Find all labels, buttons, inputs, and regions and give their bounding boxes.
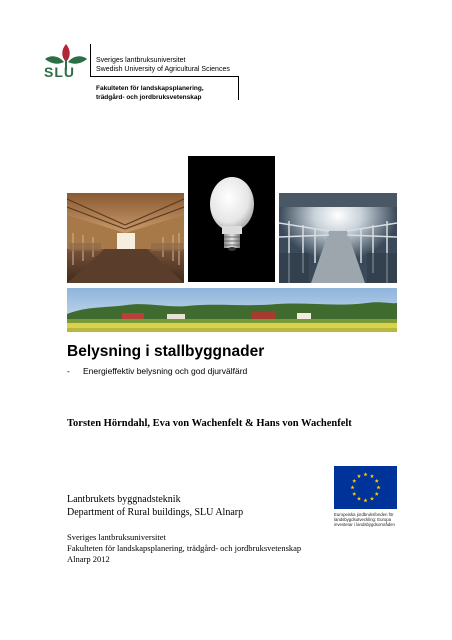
subtitle-bullet: - bbox=[67, 366, 70, 376]
logo-wordmark: SLU bbox=[44, 64, 75, 80]
report-title: Belysning i stallbyggnader bbox=[67, 343, 265, 360]
faculty-divider-vertical bbox=[238, 76, 239, 100]
authors: Torsten Hörndahl, Eva von Wachenfelt & Hans von Wachenfelt bbox=[67, 418, 352, 429]
stable-corridor-photo bbox=[279, 193, 397, 283]
address-line2: Fakulteten för landskapsplanering, trädgård- och jordbruksvetenskap bbox=[67, 543, 302, 553]
department-swedish: Lantbrukets byggnadsteknik bbox=[67, 494, 181, 505]
eu-fund-caption: Europeiska jordbruksfonden för landsbygdsutveckling: Europa investerar i landsbygdsområden bbox=[334, 512, 395, 527]
faculty-name-line1: Fakulteten för landskapsplanering, bbox=[96, 85, 204, 92]
university-name-english: Swedish University of Agricultural Sciences bbox=[96, 66, 230, 73]
address-line1: Sveriges lantbruksuniversitet bbox=[67, 532, 166, 542]
address-line3: Alnarp 2012 bbox=[67, 554, 110, 564]
faculty-name-line2: trädgård- och jordbruksvetenskap bbox=[96, 94, 202, 101]
eu-flag-icon bbox=[334, 466, 397, 509]
farm-landscape-photo bbox=[67, 288, 397, 332]
header-divider-horizontal bbox=[90, 76, 238, 77]
led-bulb-photo bbox=[188, 156, 275, 282]
department-english: Department of Rural buildings, SLU Alnarp bbox=[67, 507, 244, 518]
header-divider-vertical bbox=[90, 44, 91, 76]
barn-interior-photo bbox=[67, 193, 184, 283]
report-subtitle: Energieffektiv belysning och god djurvälfärd bbox=[83, 366, 248, 376]
university-name-swedish: Sveriges lantbruksuniversitet bbox=[96, 57, 186, 64]
